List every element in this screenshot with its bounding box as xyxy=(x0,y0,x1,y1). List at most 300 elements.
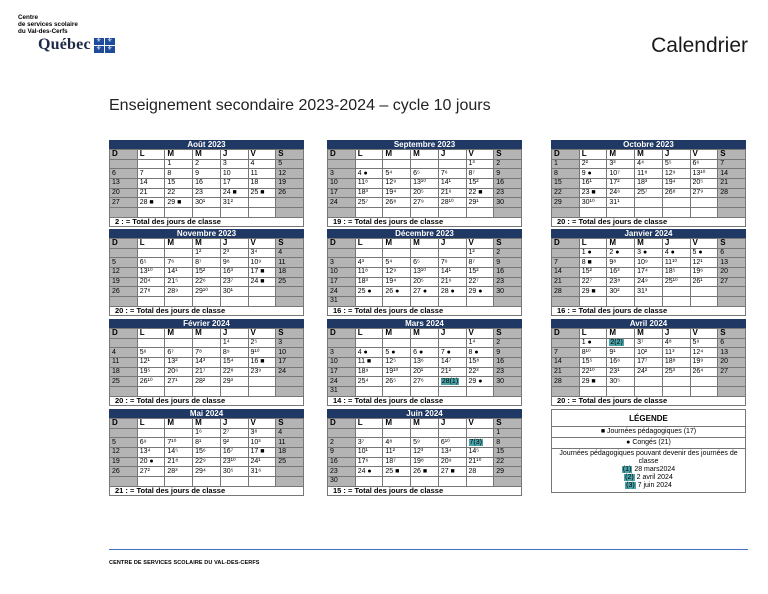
day-cell: 28 xyxy=(718,188,746,198)
weekday-header: V xyxy=(466,419,494,429)
day-cell: 13 xyxy=(718,348,746,358)
day-cell xyxy=(466,438,494,448)
weekday-header: M xyxy=(411,239,439,249)
day-cell xyxy=(193,296,221,306)
month-title: Mars 2024 xyxy=(327,319,522,328)
day-cell xyxy=(355,428,383,438)
day-cell: 14³ xyxy=(193,357,221,367)
day-cell: 17 xyxy=(220,178,248,188)
day-cell: 9⁸ xyxy=(607,258,635,268)
weekday-header: M xyxy=(411,329,439,339)
day-cell: 11 xyxy=(110,357,138,367)
weekday-header: J xyxy=(438,419,466,429)
day-cell: 23 xyxy=(494,277,522,287)
day-cell: 4 ● xyxy=(355,169,383,179)
day-cell xyxy=(466,476,494,486)
day-cell: 15⁸ xyxy=(466,357,494,367)
day-cell: 19⁶ xyxy=(690,267,718,277)
day-cell: 30¹ xyxy=(193,198,221,208)
day-cell: 25 ● xyxy=(355,287,383,297)
day-cell: 2⁷ xyxy=(220,428,248,438)
legend-convertible-item: (1) 28 mars2024 xyxy=(622,466,676,473)
day-cell xyxy=(248,386,276,396)
month-total: 20 : = Total des jours de classe xyxy=(551,397,746,406)
day-cell: 19¹⁰ xyxy=(383,367,411,377)
day-cell: 15⁶ xyxy=(193,447,221,457)
day-cell: 8⁹ xyxy=(220,348,248,358)
day-cell xyxy=(662,207,690,217)
day-cell: 3 xyxy=(276,338,304,348)
day-cell: 26⁸ xyxy=(662,188,690,198)
weekday-header: M xyxy=(193,419,221,429)
day-cell: 13 xyxy=(718,258,746,268)
weekday-header: J xyxy=(220,419,248,429)
month-title: Août 2023 xyxy=(109,140,304,149)
day-cell: 10 xyxy=(328,267,356,277)
day-cell: 11³ xyxy=(662,348,690,358)
org-name-line-1: Centre xyxy=(18,14,38,21)
weekday-header: J xyxy=(438,329,466,339)
day-cell xyxy=(690,377,718,387)
day-cell: 20⁵ xyxy=(690,178,718,188)
day-cell: 6 xyxy=(718,248,746,258)
day-cell xyxy=(328,248,356,258)
day-cell: 21¹⁰ xyxy=(466,457,494,467)
day-cell xyxy=(110,248,138,258)
day-cell: 15 xyxy=(165,178,193,188)
day-cell: 17⁶ xyxy=(355,457,383,467)
day-cell xyxy=(438,248,466,258)
day-cell xyxy=(248,476,276,486)
day-cell: 14⁵ xyxy=(165,447,193,457)
day-cell: 6⁵ xyxy=(137,258,165,268)
month-calendar xyxy=(551,140,746,227)
day-cell: 18³ xyxy=(355,277,383,287)
day-cell xyxy=(193,338,221,348)
day-cell: 23 xyxy=(328,467,356,477)
weekday-header: M xyxy=(635,150,663,160)
month-grid xyxy=(551,149,746,218)
day-cell xyxy=(411,296,439,306)
day-cell xyxy=(718,287,746,297)
day-cell: 29 ■ xyxy=(579,377,607,387)
day-cell: 13² xyxy=(165,357,193,367)
day-cell: 3 xyxy=(328,348,356,358)
day-cell: 26⁵ xyxy=(383,377,411,387)
day-cell: 13 xyxy=(110,178,138,188)
day-cell: 23 xyxy=(494,367,522,377)
day-cell: 21⁶ xyxy=(438,277,466,287)
day-cell: 31³ xyxy=(635,287,663,297)
day-cell: 2 xyxy=(494,248,522,258)
day-cell: 11⁸ xyxy=(355,178,383,188)
day-cell xyxy=(193,386,221,396)
day-cell: 19 xyxy=(110,457,138,467)
weekday-header: M xyxy=(607,150,635,160)
day-cell xyxy=(662,296,690,306)
convertible-day-marker: 7(3) xyxy=(469,438,482,446)
day-cell xyxy=(635,386,663,396)
day-cell: 25⁴ xyxy=(355,377,383,387)
day-cell: 17 xyxy=(328,277,356,287)
month-calendar xyxy=(109,229,304,316)
day-cell: 1³ xyxy=(466,159,494,169)
month-total: 16 : = Total des jours de classe xyxy=(551,307,746,316)
day-cell xyxy=(438,159,466,169)
day-cell: 30⁵ xyxy=(220,467,248,477)
day-cell: 3 ● xyxy=(635,248,663,258)
day-cell xyxy=(438,386,466,396)
day-cell: 8 ■ xyxy=(579,258,607,268)
day-cell: 27⁶ xyxy=(411,377,439,387)
day-cell: 4⁴ xyxy=(635,159,663,169)
day-cell: 8 ● xyxy=(466,348,494,358)
day-cell: 1⁶ xyxy=(193,428,221,438)
day-cell xyxy=(383,476,411,486)
day-cell: 1 ● xyxy=(579,248,607,258)
day-cell: 9¹⁰ xyxy=(248,348,276,358)
day-cell: 14⁷ xyxy=(438,357,466,367)
month-total: 21 : = Total des jours de classe xyxy=(109,487,304,496)
day-cell: 6⁷ xyxy=(165,348,193,358)
day-cell: 2³ xyxy=(220,248,248,258)
day-cell: 10 xyxy=(276,348,304,358)
weekday-header: V xyxy=(248,239,276,249)
day-cell xyxy=(193,476,221,486)
day-cell xyxy=(193,207,221,217)
day-cell: 7 ● xyxy=(438,348,466,358)
day-cell: 24¹ xyxy=(248,457,276,467)
day-cell xyxy=(383,159,411,169)
day-cell: 14⁵ xyxy=(466,447,494,457)
day-cell: 17⁴ xyxy=(635,267,663,277)
day-cell: 9 xyxy=(494,169,522,179)
month-title: Mai 2024 xyxy=(109,409,304,418)
day-cell: 27 ● xyxy=(411,287,439,297)
day-cell: 29 ■ xyxy=(165,198,193,208)
day-cell: 9 xyxy=(328,447,356,457)
day-cell: 31⁶ xyxy=(248,467,276,477)
day-cell xyxy=(328,428,356,438)
day-cell: 28⁹ xyxy=(165,287,193,297)
day-cell xyxy=(579,207,607,217)
day-cell: 2 ● xyxy=(607,248,635,258)
day-cell: 11 xyxy=(248,169,276,179)
day-cell: 1 ● xyxy=(579,338,607,348)
weekday-header: S xyxy=(494,239,522,249)
day-cell: 5⁹ xyxy=(411,438,439,448)
day-cell: 24 ■ xyxy=(248,277,276,287)
day-cell: 22 xyxy=(552,188,580,198)
day-cell: 22 ■ xyxy=(466,188,494,198)
day-cell: 30⁵ xyxy=(607,377,635,387)
day-cell: 30 xyxy=(494,198,522,208)
weekday-header: V xyxy=(466,150,494,160)
day-cell: 3 xyxy=(328,258,356,268)
day-cell: 1 xyxy=(552,159,580,169)
day-cell xyxy=(662,198,690,208)
day-cell: 16 ■ xyxy=(248,357,276,367)
day-cell: 24 ■ xyxy=(220,188,248,198)
month-calendar xyxy=(551,319,746,406)
day-cell: 10⁷ xyxy=(607,169,635,179)
month-calendar xyxy=(327,409,522,496)
day-cell: 5 ● xyxy=(383,348,411,358)
day-cell: 12 xyxy=(276,169,304,179)
legend xyxy=(551,409,746,493)
day-cell xyxy=(165,207,193,217)
day-cell: 24⁶ xyxy=(607,188,635,198)
day-cell xyxy=(110,296,138,306)
org-name-line-3: du Val-des-Cerfs xyxy=(18,28,68,35)
day-cell: 1² xyxy=(193,248,221,258)
weekday-header: M xyxy=(383,329,411,339)
day-cell: 7¹⁰ xyxy=(165,438,193,448)
day-cell xyxy=(718,207,746,217)
weekday-header: M xyxy=(411,419,439,429)
day-cell: 21 xyxy=(552,367,580,377)
month-total: 20 : = Total des jours de classe xyxy=(551,218,746,227)
legend-convertible-item: (3) 7 juin 2024 xyxy=(626,482,672,489)
day-cell: 25 xyxy=(110,377,138,387)
day-cell xyxy=(355,207,383,217)
weekday-header: D xyxy=(110,329,138,339)
day-cell: 15 xyxy=(552,178,580,188)
page-title: Calendrier xyxy=(651,34,748,57)
day-cell: 5⁶ xyxy=(137,348,165,358)
day-cell: 25⁷ xyxy=(635,188,663,198)
day-cell: 29³ xyxy=(220,377,248,387)
weekday-header: M xyxy=(165,239,193,249)
day-cell: 27 xyxy=(110,198,138,208)
day-cell: 29¹ xyxy=(466,198,494,208)
day-cell: 7 xyxy=(137,169,165,179)
month-total: 15 : = Total des jours de classe xyxy=(327,487,522,496)
weekday-header: D xyxy=(110,150,138,160)
day-cell: 8 xyxy=(165,169,193,179)
weekday-header: M xyxy=(193,329,221,339)
day-cell: 23⁷ xyxy=(220,277,248,287)
day-cell xyxy=(165,476,193,486)
month-calendar xyxy=(327,229,522,316)
day-cell: 12 xyxy=(110,267,138,277)
day-cell: 10 xyxy=(328,178,356,188)
day-cell: 16 xyxy=(494,178,522,188)
day-cell: 14 xyxy=(718,169,746,179)
day-cell: 10⁹ xyxy=(635,258,663,268)
day-cell: 16 xyxy=(494,357,522,367)
month-grid xyxy=(327,328,522,397)
day-cell: 30² xyxy=(607,287,635,297)
day-cell xyxy=(718,198,746,208)
weekday-header: V xyxy=(248,329,276,339)
day-cell: 25 ■ xyxy=(383,467,411,477)
day-cell xyxy=(110,207,138,217)
day-cell: 12¹ xyxy=(690,258,718,268)
month-total: 14 : = Total des jours de classe xyxy=(327,397,522,406)
weekday-header: D xyxy=(110,239,138,249)
day-cell: 11 ■ xyxy=(355,357,383,367)
day-cell xyxy=(383,248,411,258)
month-grid xyxy=(551,238,746,307)
day-cell: 8 xyxy=(552,169,580,179)
day-cell xyxy=(248,377,276,387)
day-cell: 21 xyxy=(137,188,165,198)
month-title: Avril 2024 xyxy=(551,319,746,328)
day-cell: 26⁴ xyxy=(690,367,718,377)
day-cell: 12 xyxy=(110,447,138,457)
day-cell xyxy=(248,207,276,217)
day-cell: 23 ■ xyxy=(579,188,607,198)
day-cell: 13¹⁰ xyxy=(690,169,718,179)
day-cell xyxy=(690,386,718,396)
day-cell: 13⁴ xyxy=(438,447,466,457)
day-cell: 5 xyxy=(110,258,138,268)
weekday-header: J xyxy=(438,150,466,160)
day-cell xyxy=(579,296,607,306)
day-cell: 10 xyxy=(220,169,248,179)
day-cell: 14 xyxy=(137,178,165,188)
day-cell: 4⁸ xyxy=(662,338,690,348)
day-cell xyxy=(466,386,494,396)
day-cell: 5⁴ xyxy=(383,169,411,179)
day-cell xyxy=(438,207,466,217)
day-cell: 18⁵ xyxy=(662,267,690,277)
day-cell: 10³ xyxy=(248,438,276,448)
day-cell xyxy=(607,207,635,217)
weekday-header: M xyxy=(193,239,221,249)
day-cell: 26 xyxy=(276,188,304,198)
weekday-header: L xyxy=(137,150,165,160)
day-cell: 18 xyxy=(276,267,304,277)
weekday-header: D xyxy=(328,150,356,160)
day-cell: 11 xyxy=(276,438,304,448)
day-cell: 7⁶ xyxy=(438,258,466,268)
month-grid xyxy=(109,418,304,487)
day-cell: 22 xyxy=(165,188,193,198)
day-cell: 18 xyxy=(276,447,304,457)
day-cell: 7⁶ xyxy=(165,258,193,268)
weekday-header: M xyxy=(383,239,411,249)
day-cell: 5⁴ xyxy=(383,258,411,268)
day-cell xyxy=(552,386,580,396)
month-grid xyxy=(109,149,304,218)
day-cell xyxy=(607,296,635,306)
day-cell: 26 xyxy=(110,287,138,297)
day-cell xyxy=(137,386,165,396)
month-calendar xyxy=(109,409,304,496)
day-cell: 1 xyxy=(494,428,522,438)
weekday-header: L xyxy=(355,239,383,249)
day-cell: 19 xyxy=(276,178,304,188)
weekday-header: L xyxy=(355,150,383,160)
day-cell: 25 ■ xyxy=(248,188,276,198)
weekday-header: S xyxy=(276,150,304,160)
day-cell: 8⁷ xyxy=(466,258,494,268)
weekday-header: M xyxy=(193,150,221,160)
day-cell: 9 xyxy=(193,169,221,179)
day-cell: 3⁴ xyxy=(248,248,276,258)
day-cell: 28 xyxy=(552,287,580,297)
day-cell: 18⁹ xyxy=(355,367,383,377)
weekday-header: M xyxy=(383,419,411,429)
day-cell: 24 xyxy=(328,198,356,208)
weekday-header: J xyxy=(662,329,690,339)
weekday-header: S xyxy=(276,239,304,249)
day-cell: 16⁷ xyxy=(220,447,248,457)
weekday-header: S xyxy=(494,329,522,339)
day-cell: 9⁸ xyxy=(220,258,248,268)
day-cell: 19⁴ xyxy=(383,188,411,198)
month-title: Décembre 2023 xyxy=(327,229,522,238)
day-cell: 9 xyxy=(494,258,522,268)
day-cell xyxy=(635,207,663,217)
day-cell: 27⁹ xyxy=(690,188,718,198)
day-cell: 18 xyxy=(248,178,276,188)
day-cell: 31 xyxy=(328,296,356,306)
day-cell xyxy=(355,386,383,396)
day-cell xyxy=(411,386,439,396)
day-cell: 21⁷ xyxy=(193,367,221,377)
day-cell xyxy=(328,207,356,217)
day-cell: 20⁹ xyxy=(438,457,466,467)
day-cell: 2 xyxy=(494,159,522,169)
day-cell: 11² xyxy=(383,447,411,457)
day-cell: 8 xyxy=(494,438,522,448)
day-cell xyxy=(137,476,165,486)
day-cell: 19⁵ xyxy=(137,367,165,377)
footer-divider xyxy=(109,549,748,550)
day-cell xyxy=(137,296,165,306)
day-cell: 17² xyxy=(607,178,635,188)
day-cell: 28¹⁰ xyxy=(438,198,466,208)
org-name-line-2: de services scolaire xyxy=(18,21,78,28)
day-cell xyxy=(110,476,138,486)
month-calendar xyxy=(109,319,304,406)
day-cell: 12¹ xyxy=(137,357,165,367)
month-grid xyxy=(109,328,304,397)
day-cell: 6⁹ xyxy=(137,438,165,448)
day-cell: 22⁷ xyxy=(579,277,607,287)
day-cell: 1² xyxy=(466,248,494,258)
day-cell: 1 xyxy=(165,159,193,169)
day-cell xyxy=(438,338,466,348)
day-cell: 16 xyxy=(328,457,356,467)
day-cell: 27⁸ xyxy=(137,287,165,297)
day-cell xyxy=(276,476,304,486)
month-grid xyxy=(109,238,304,307)
day-cell: 16 xyxy=(494,267,522,277)
day-cell xyxy=(355,338,383,348)
day-cell: 8¹ xyxy=(193,438,221,448)
day-cell: 30 xyxy=(494,377,522,387)
day-cell xyxy=(383,296,411,306)
day-cell: 8⁷ xyxy=(193,258,221,268)
day-cell: 30¹⁰ xyxy=(579,198,607,208)
day-cell xyxy=(411,476,439,486)
day-cell xyxy=(438,476,466,486)
day-cell: 29¹⁰ xyxy=(193,287,221,297)
fleur-de-lis-flag-icon: ⚜ ⚜ ⚜ ⚜ xyxy=(94,38,115,53)
month-total: 2 : = Total des jours de classe xyxy=(109,218,304,227)
day-cell: 20 xyxy=(110,188,138,198)
day-cell: 17 xyxy=(328,188,356,198)
month-title: Octobre 2023 xyxy=(551,140,746,149)
day-cell: 13¹⁰ xyxy=(137,267,165,277)
day-cell: 7 xyxy=(552,258,580,268)
day-cell: 15² xyxy=(466,267,494,277)
month-title: Novembre 2023 xyxy=(109,229,304,238)
